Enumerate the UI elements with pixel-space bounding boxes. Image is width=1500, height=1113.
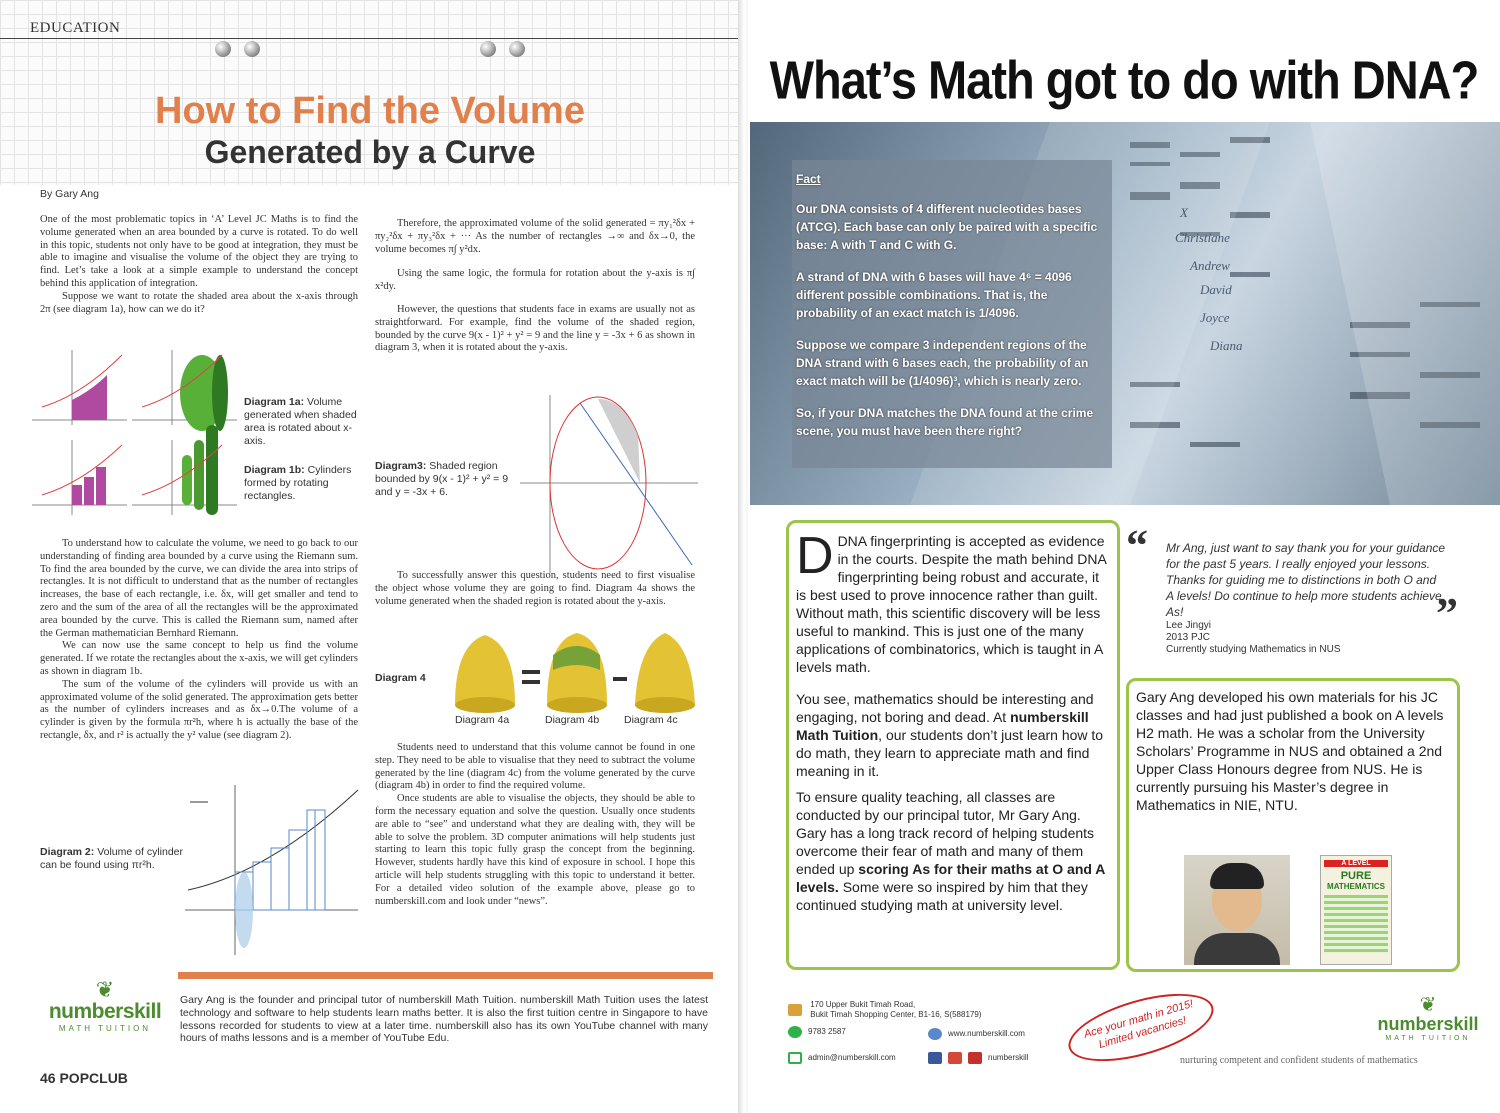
tagline: nurturing competent and confident students of mathematics [1180, 1055, 1418, 1066]
svg-text:Andrew: Andrew [1190, 258, 1230, 273]
header-rule [0, 38, 740, 39]
right-page [748, 0, 1500, 1113]
paragraph: Suppose we want to rotate the shaded area about the x-axis through 2π (see diagram 1a), how can we do it? [40, 290, 358, 315]
paragraph: However, the questions that students face in exams are usually not as straightforward. For example, find the volume of the shaded region, bounded by the curve 9(x - 1)² + y² = 9 and the line y = -3x + 6 as shown in diagram 3, when it is rotated about the y-axis. [375, 303, 695, 354]
paragraph: One of the most problematic topics in ‘A’ Level JC Maths is to find the volume generated when an area bounded by a curve is rotated. To do well in this topic, students not only have to be good at integration, they must be able to imagine and visualise the volume of the object they are trying to find. Let’s take a look at a simple example to understand the concept behind this application of integration. [40, 214, 358, 289]
diagram-1-graphs [32, 345, 242, 520]
fact-heading: Fact [796, 172, 821, 186]
binder-ring-icon [509, 41, 525, 57]
column-1-body [40, 538, 358, 743]
dna-hero-image [750, 122, 1500, 505]
caption-title: Diagram 1b: [244, 464, 305, 476]
paragraph: The sum of the volume of the cylinders will provide us with an approximated volume of the solid generated. The approximation gets better as the number of cylinders increases and as δx→0.The volume of a cylinder is given by the formula πr²h, where h is actually the base of the rectangle, δx, and r² is actually the y² value (see diagram 2). [40, 678, 358, 741]
article-subtitle: Generated by a Curve [204, 134, 536, 170]
author-bio: Gary Ang is the founder and principal tutor of numberskill Math Tuition. numberskill Math Tuition uses the latest technology and software to help students learn maths better. It is also the first tuition centre in Singapore to have lessons recorded for students to view at a later time. numberskill also has its own YouTube channel with many hours of maths lessons and is a member of YouTube Edu. [180, 994, 708, 1045]
paragraph: Students need to understand that this volume cannot be found in one step. They need to be able to visualise that they need to subtract the volume generated by the line (diagram 4c) from the volume generated by the curve (diagram 4b) in order to find the required volume. [375, 742, 695, 792]
email-link[interactable]: admin@numberskill.com [788, 1052, 896, 1064]
address: 170 Upper Bukit Timah Road, Bukit Timah Shopping Center, B1-16, S(588179) [788, 1000, 981, 1020]
page-title: What’s Math got to do with DNA? [769, 49, 1479, 110]
caption-text: Volume of cylinder can be found using πr²h. [40, 846, 183, 871]
paragraph: To understand how to calculate the volume, we need to go back to our understanding of finding area bounded by a curve using the Riemann sum. To find the area bounded by the curve, we can divide the area into strips of rectangles. It is not difficult to understand that as the number of rectangles increases, the base of each rectangle, i.e. δx, will get smaller and tend to zero and the sum of the area of all the rectangles will be the approximated area bounded by the curve. This is called the Riemann sum, named after the German mathematician Bernhard Riemann. [40, 538, 358, 639]
diagram-1a-caption [244, 396, 359, 448]
close-quote-icon: ” [1436, 589, 1458, 638]
column-2-middle [375, 570, 695, 608]
phone: 9783 2587 [788, 1026, 846, 1038]
svg-text:Christiane: Christiane [1175, 230, 1230, 245]
binder-ring-icon [244, 41, 260, 57]
fact-box [792, 160, 1112, 468]
social-links[interactable]: numberskill [928, 1052, 1028, 1064]
drop-cap: D [796, 527, 834, 585]
testimonial-attribution: Lee Jingyi 2013 PJC Currently studying Mathematics in NUS [1166, 620, 1341, 655]
promo-stamp: Ace your math in 2015! Limited vacancies! [1061, 980, 1220, 1074]
tutor-bio: Gary Ang developed his own materials for his JC classes and had just published a book on A levels H2 math. He was a scholar from the University Scholars’ Programme in NUS and obtained a 2nd Upper Class Honours degree from NUS. He is currently pursuing his Master’s degree in Mathematics in NIE, NTU. [1136, 689, 1444, 813]
section-label: EDUCATION [30, 20, 121, 36]
svg-text:Joyce: Joyce [1200, 310, 1230, 325]
binder-ring-icon [215, 41, 231, 57]
phone-icon [788, 1026, 802, 1038]
paragraph: Therefore, the approximated volume of the solid generated = πy₁²δx + πy₂²δx + πy₃²δx + ··· As the number of rectangles →∞ and δx→0, the volume becomes π∫ y²dx. [375, 218, 695, 255]
diagram-1b-caption [244, 464, 359, 503]
diagram-4b-label: Diagram 4b [545, 714, 600, 726]
website-link[interactable]: www.numberskill.com [928, 1028, 1025, 1040]
diagram-2-graph [180, 780, 360, 965]
building-icon [788, 1004, 802, 1016]
svg-text:David: David [1200, 282, 1232, 297]
main-article-text [796, 527, 1112, 922]
numberskill-logo: ❦ numberskill MATH TUITION [40, 980, 170, 1033]
diagram-2-caption [40, 846, 200, 872]
mail-icon [788, 1052, 802, 1064]
caption-text: Volume generated when shaded area is rotated about x-axis. [244, 396, 357, 447]
svg-text:Diana: Diana [1210, 338, 1243, 353]
paragraph: To successfully answer this question, students need to first visualise the object whose volume they are going to find. Diagram 4a shows the volume generated when the shaded region is rotated about the y-axis. [375, 570, 695, 607]
page-folio: 46 POPCLUB [40, 1070, 128, 1086]
caption-text: Shaded region bounded by 9(x - 1)² + y² = 9 and y = -3x + 6. [375, 460, 509, 498]
youtube-icon[interactable] [968, 1052, 982, 1064]
leaf-icon: ❦ [1419, 994, 1437, 1016]
paragraph: Once students are able to visualise the objects, they should be able to form the necessary equation and solve the question. Usually once students are able to “see” and understand what they are dealing with, they will be able to solve the problem. 3D computer animations will help students just starting to learn this topic fully grasp the concept from the beginning. However, students hardly have this kind of exposure in school. I hope this article will help students struggling with this topic to understand it better. For a detailed video solution of the example above, please go to numberskill.com and look under “news”. [375, 793, 695, 907]
orange-rule [178, 972, 713, 979]
diagram-3-caption [375, 460, 520, 499]
fact-paragraph: A strand of DNA with 6 bases will have 4⁶ = 4096 different possible combinations. That is, the probability of an exact match is 1/4096. [796, 270, 1072, 320]
diagram-4-title: Diagram 4 [375, 672, 426, 684]
left-page [0, 0, 740, 1113]
column-2-intro [375, 218, 695, 355]
caption-title: Diagram 1a: [244, 396, 305, 408]
paragraph: Using the same logic, the formula for rotation about the y-axis is π∫ x²dy. [375, 268, 695, 293]
column-1-intro [40, 214, 358, 316]
article-title: How to Find the Volume [155, 90, 585, 132]
column-2-body [375, 742, 695, 908]
svg-text:X: X [1180, 205, 1188, 220]
testimonial-quote: Mr Ang, just want to say thank you for your guidance for the past 5 years. I really enjoyed your lessons. Thanks for guiding me to distinctions in both O and A levels! Do continue to help more students achieve As! [1166, 541, 1446, 619]
diagram-4a-label: Diagram 4a [455, 714, 510, 726]
fact-paragraph: Suppose we compare 3 independent regions of the DNA strand with 6 bases each, the probability of an exact match will be (1/4096)³, which is nearly zero. [796, 338, 1089, 388]
book-cover: A LEVEL PURE MATHEMATICS [1320, 855, 1392, 965]
paragraph: You see, mathematics should be interesting and engaging, not boring and dead. At numberskill Math Tuition, our students don’t just learn how to do math, they learn to appreciate math and find meaning in it. [796, 691, 1104, 779]
google-plus-icon[interactable] [948, 1052, 962, 1064]
fact-paragraph: So, if your DNA matches the DNA found at the crime scene, you must have been there right? [796, 406, 1094, 438]
leaf-icon: ❦ [95, 977, 115, 1002]
binder-ring-icon [480, 41, 496, 57]
numberskill-logo: ❦ numberskill MATH TUITION [1368, 996, 1488, 1042]
paragraph: DDNA fingerprinting is accepted as evidence in the courts. Despite the math behind DNA fingerprinting being robust and accurate, it is best used to prove innocence rather than guilt. Without math, this scientific discovery will be less useful to mankind. This is just one of the many applications of combinatorics, which is taught in A levels math. [796, 527, 1107, 675]
diagram-4c-label: Diagram 4c [624, 714, 678, 726]
byline: By Gary Ang [40, 188, 99, 200]
paragraph: To ensure quality teaching, all classes are conducted by our principal tutor, Mr Gary Ang. Gary has a long track record of helping students overcome their fear of math and many of them ended up scoring As for their maths at O and A levels. Some were so inspired by him that they continued studying math at university level. [796, 789, 1105, 913]
diagram-4-solids [450, 625, 700, 715]
paragraph: We can now use the same concept to help us find the volume generated. If we rotate the rectangles about the x-axis, we will get cylinders as shown in diagram 1b. [40, 640, 358, 677]
caption-text: Cylinders formed by rotating rectangles. [244, 464, 352, 502]
diagram-3-graph [520, 395, 700, 575]
facebook-icon[interactable] [928, 1052, 942, 1064]
fact-paragraph: Our DNA consists of 4 different nucleotides bases (ATCG). Each base can only be paired with a specific base: A with T and C with G. [796, 202, 1098, 252]
caption-title: Diagram 2: [40, 846, 95, 858]
caption-title: Diagram3: [375, 460, 427, 472]
open-quote-icon: “ [1126, 521, 1148, 570]
globe-icon [928, 1028, 942, 1040]
tutor-photo [1184, 855, 1290, 965]
